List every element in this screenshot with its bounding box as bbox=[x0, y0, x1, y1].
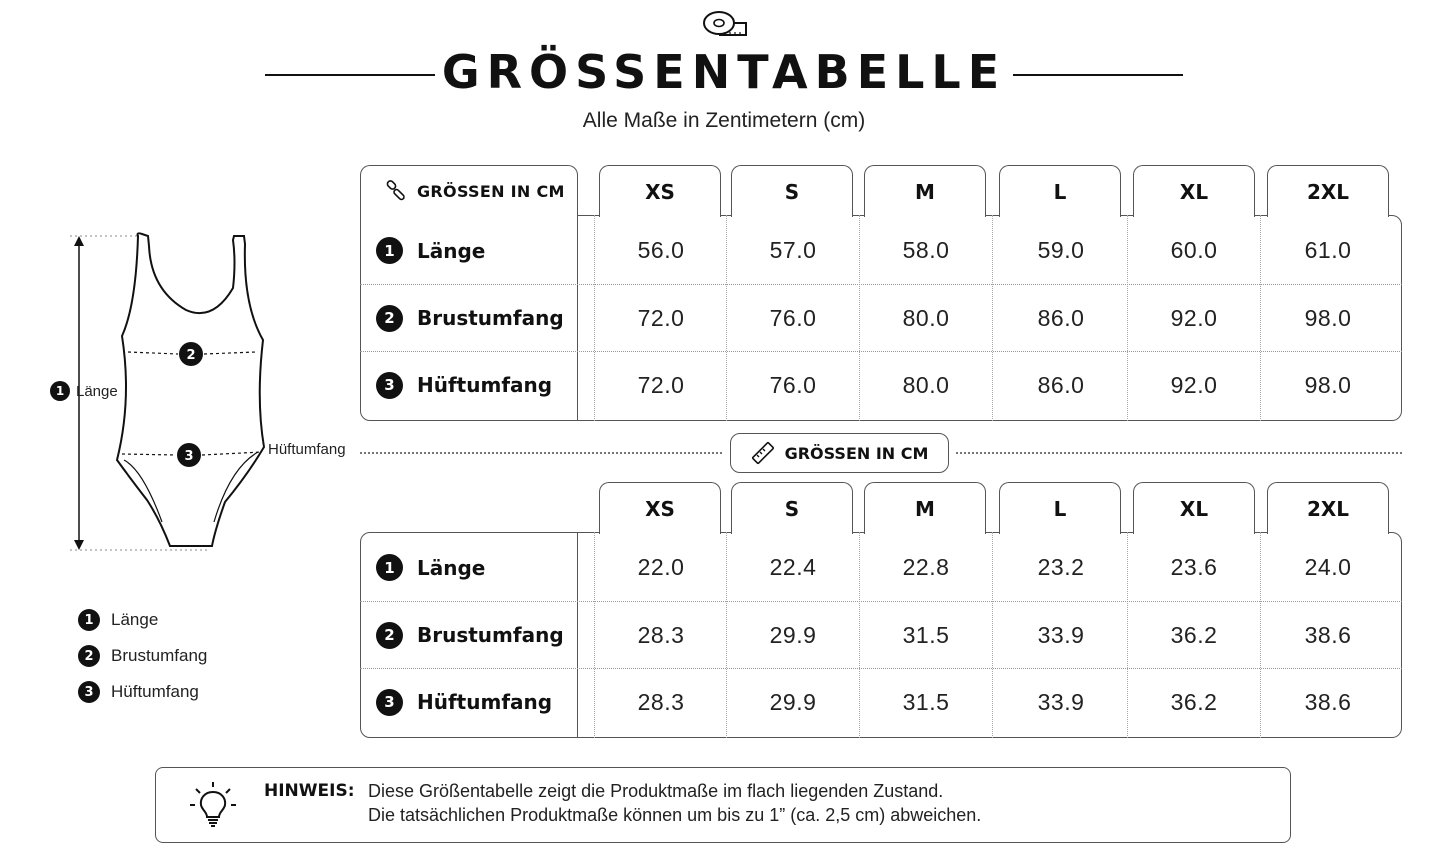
table-cell: 57.0 bbox=[769, 237, 817, 263]
size-header-m: M bbox=[864, 482, 986, 534]
lightbulb-icon bbox=[188, 780, 238, 830]
row-badge: 3 bbox=[376, 372, 403, 399]
marker-badge: 1 bbox=[50, 381, 70, 401]
table-cell: 28.3 bbox=[637, 688, 685, 715]
table-cell: 76.0 bbox=[769, 304, 817, 331]
ruler-icon bbox=[751, 441, 775, 465]
table-row bbox=[360, 534, 1402, 601]
size-header-xs: XS bbox=[599, 165, 721, 217]
table-cell: 29.9 bbox=[769, 688, 817, 715]
table-cell: 80.0 bbox=[902, 304, 950, 331]
table-cell: 28.3 bbox=[637, 621, 685, 648]
length-label-text: Länge bbox=[76, 382, 118, 400]
measuring-tape-icon bbox=[699, 8, 749, 38]
legend-item bbox=[78, 602, 207, 638]
separator-dots-left bbox=[360, 452, 722, 454]
row-badge: 2 bbox=[376, 622, 403, 649]
diagram-hip-label: Hüftumfang bbox=[268, 441, 346, 458]
row-label-text: Brustumfang bbox=[417, 306, 564, 330]
table-cell: 38.6 bbox=[1304, 621, 1352, 648]
table-cell: 86.0 bbox=[1037, 304, 1085, 331]
table-cell: 61.0 bbox=[1304, 237, 1352, 263]
row-label-text: Hüftumfang bbox=[417, 373, 553, 397]
row-label bbox=[376, 305, 564, 332]
table-row bbox=[360, 668, 1402, 735]
table-row bbox=[360, 351, 1402, 418]
size-header-s: S bbox=[731, 482, 853, 534]
table-row bbox=[360, 284, 1402, 351]
svg-text:2: 2 bbox=[186, 348, 196, 363]
separator-dots-right bbox=[956, 452, 1402, 454]
row-label bbox=[376, 237, 485, 264]
size-header-l: L bbox=[999, 165, 1121, 217]
legend-badge: 1 bbox=[78, 609, 100, 631]
row-label-text: Länge bbox=[417, 238, 486, 263]
table-cell: 22.4 bbox=[769, 554, 817, 580]
page-title: GRÖSSENTABELLE bbox=[441, 45, 1007, 99]
table-cell: 59.0 bbox=[1037, 237, 1085, 263]
row-label bbox=[376, 689, 552, 716]
size-header-2xl: 2XL bbox=[1267, 165, 1389, 217]
table-cell: 60.0 bbox=[1170, 237, 1218, 263]
table-cell: 98.0 bbox=[1304, 371, 1352, 398]
table-cell: 31.5 bbox=[902, 688, 950, 715]
table-cell: 36.2 bbox=[1170, 621, 1218, 648]
measuring-tape-icon bbox=[383, 180, 407, 204]
legend-badge: 3 bbox=[78, 681, 100, 703]
table-cell: 31.5 bbox=[902, 621, 950, 648]
size-header-l: L bbox=[999, 482, 1121, 534]
table-cell: 72.0 bbox=[637, 371, 685, 398]
table-cell: 33.9 bbox=[1037, 688, 1085, 715]
table-cell: 58.0 bbox=[902, 237, 950, 263]
measurement-legend bbox=[78, 602, 207, 710]
row-label bbox=[376, 554, 485, 581]
row-badge: 1 bbox=[376, 237, 403, 264]
legend-item bbox=[78, 638, 207, 674]
row-badge: 1 bbox=[376, 554, 403, 581]
svg-text:3: 3 bbox=[184, 449, 194, 464]
note-label: HINWEIS: bbox=[264, 781, 355, 801]
table-cell: 22.8 bbox=[902, 554, 950, 580]
table-row bbox=[360, 601, 1402, 668]
table-cell: 92.0 bbox=[1170, 304, 1218, 331]
table-cell: 29.9 bbox=[769, 621, 817, 648]
diagram-length-label bbox=[50, 381, 118, 401]
table-heading-text: GRÖSSEN IN CM bbox=[417, 182, 565, 201]
row-badge: 2 bbox=[376, 305, 403, 332]
size-header-xs: XS bbox=[599, 482, 721, 534]
size-header-m: M bbox=[864, 165, 986, 217]
table-cell: 23.6 bbox=[1170, 554, 1218, 580]
table-cell: 86.0 bbox=[1037, 371, 1085, 398]
row-label bbox=[376, 372, 552, 399]
legend-item bbox=[78, 674, 207, 710]
table-cell: 38.6 bbox=[1304, 688, 1352, 715]
table-row bbox=[360, 217, 1402, 284]
row-label-text: Länge bbox=[417, 555, 486, 580]
size-header-s: S bbox=[731, 165, 853, 217]
table-cell: 36.2 bbox=[1170, 688, 1218, 715]
note-text-line2: Die tatsächlichen Produktmaße können um bis zu 1” (ca. 2,5 cm) abweichen. bbox=[368, 805, 982, 825]
table-cell: 72.0 bbox=[637, 304, 685, 331]
size-header-xl: XL bbox=[1133, 482, 1255, 534]
table-cell: 33.9 bbox=[1037, 621, 1085, 648]
table-cell: 24.0 bbox=[1304, 554, 1352, 580]
legend-label: Brustumfang bbox=[111, 646, 208, 665]
table-cell: 98.0 bbox=[1304, 304, 1352, 331]
row-label bbox=[376, 622, 564, 649]
title-rule-right bbox=[1013, 74, 1183, 76]
table-heading bbox=[360, 165, 578, 217]
legend-label: Hüftumfang bbox=[111, 682, 199, 701]
legend-badge: 2 bbox=[78, 645, 100, 667]
row-label-text: Hüftumfang bbox=[417, 690, 553, 714]
separator-label-text: GRÖSSEN IN CM bbox=[784, 443, 929, 463]
table-cell: 22.0 bbox=[637, 554, 685, 580]
note-text-line1: Diese Größentabelle zeigt die Produktmaße im flach liegenden Zustand. bbox=[368, 781, 944, 801]
row-label-text: Brustumfang bbox=[417, 623, 564, 647]
table-cell: 80.0 bbox=[902, 371, 950, 398]
size-header-xl: XL bbox=[1133, 165, 1255, 217]
table-cell: 76.0 bbox=[769, 371, 817, 398]
table-cell: 23.2 bbox=[1037, 554, 1085, 580]
legend-label: Länge bbox=[111, 610, 159, 629]
size-header-2xl: 2XL bbox=[1267, 482, 1389, 534]
separator-label bbox=[730, 433, 949, 473]
table-cell: 56.0 bbox=[637, 237, 685, 263]
row-badge: 3 bbox=[376, 689, 403, 716]
table-cell: 92.0 bbox=[1170, 371, 1218, 398]
page-subtitle: Alle Maße in Zentimetern (cm) bbox=[582, 109, 866, 132]
title-rule-left bbox=[265, 74, 435, 76]
